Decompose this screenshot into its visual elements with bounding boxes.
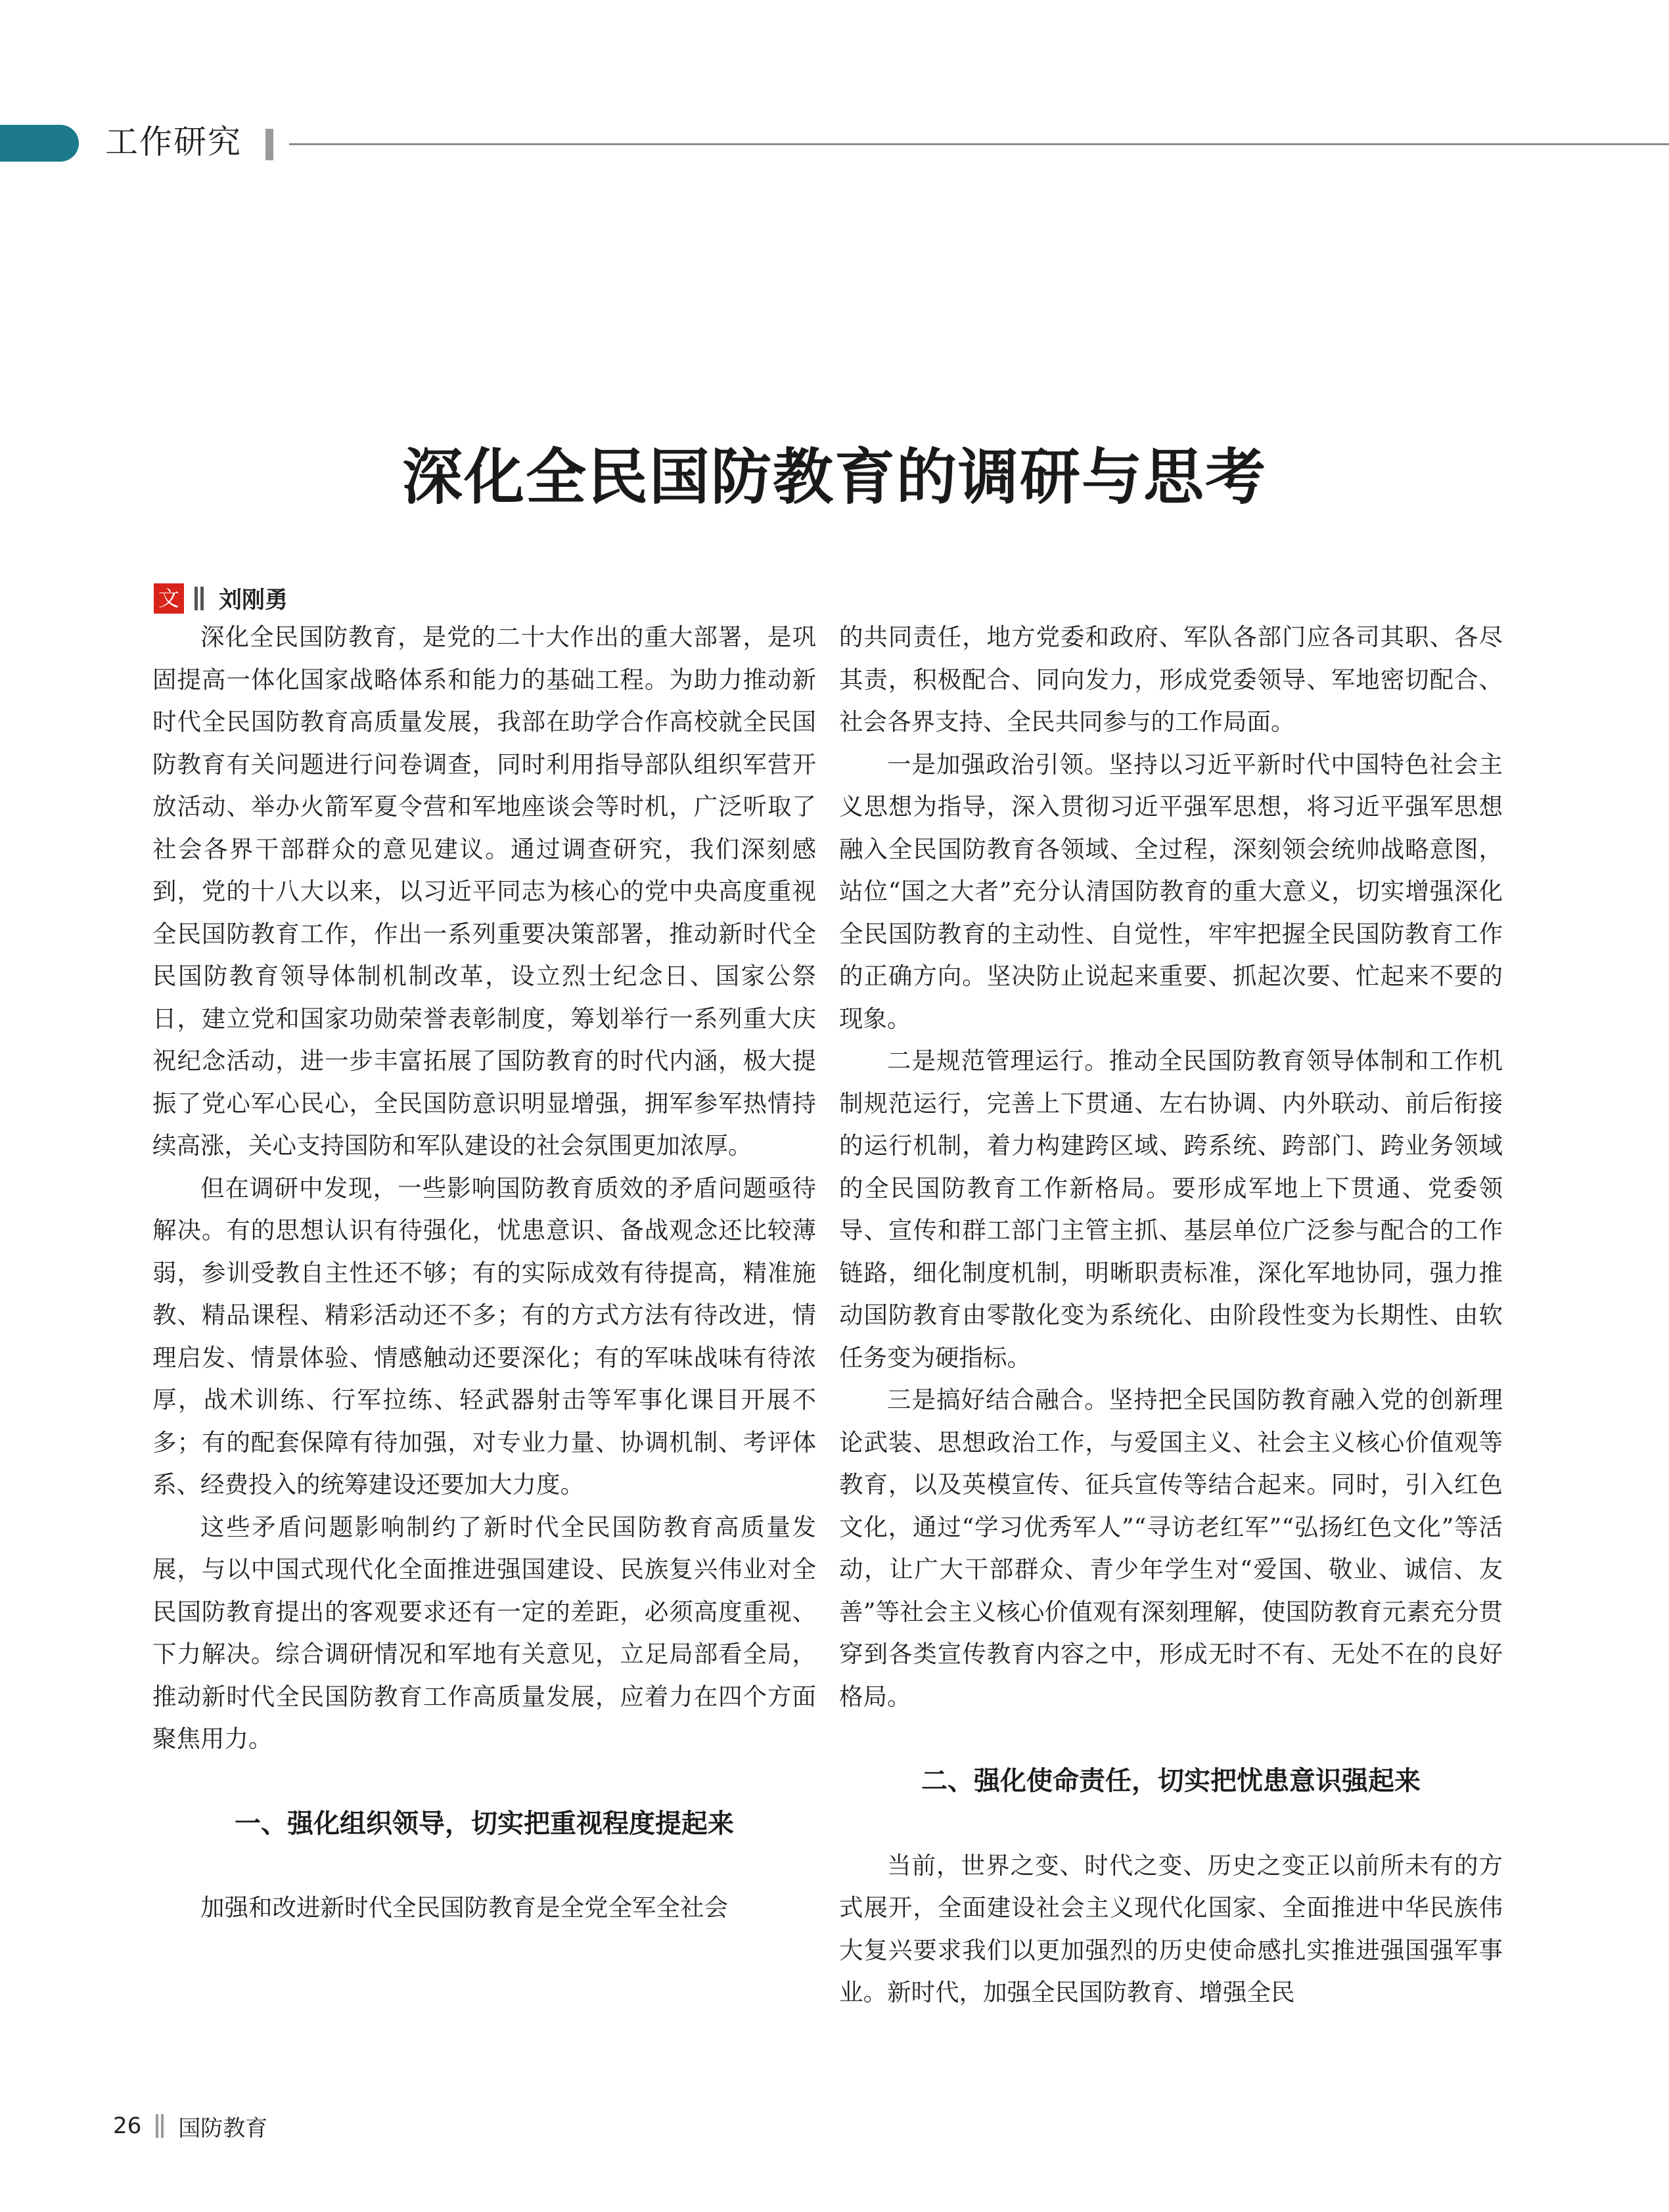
right-column [839, 616, 1503, 2014]
byline [154, 582, 288, 615]
byline-divider [194, 587, 198, 610]
section-label: 工作研究 [105, 123, 242, 161]
byline-mark: 文 [154, 583, 184, 614]
paragraph: 但在调研中发现，一些影响国防教育质效的矛盾问题亟待解决。有的思想认识有待强化，忧患意识、备战观念还比较薄弱，参训受教自主性还不够；有的实际成效有待提高，精准施教、精品课程、精彩活动还不多；有的方式方法有待改进，情理启发、情景体验、情感触动还要深化；有的军味战味有待浓厚，战术训练、行军拉练、轻武器射击等军事化课目开展不多；有的配套保障有待加强，对专业力量、协调机制、考评体系、经费投入的统筹建设还要加大力度。 [152, 1173, 816, 1499]
paragraph: 当前，世界之变、时代之变、历史之变正以前所未有的方式展开，全面建设社会主义现代化国家、全面推进中华民族伟大复兴要求我们以更加强烈的历史使命感扎实推进强国强军事业。新时代，加强全民国防教育、增强全民 [839, 1851, 1503, 2006]
paragraph: 这些矛盾问题影响制约了新时代全民国防教育高质量发展，与以中国式现代化全面推进强国建设、民族复兴伟业对全民国防教育提出的客观要求还有一定的差距，必须高度重视、下力解决。综合调研情况和军地有关意见，立足局部看全局，推动新时代全民国防教育工作高质量发展，应着力在四个方面聚焦用力。 [152, 1512, 816, 1753]
section-heading-2: 二、强化使命责任，切实把忧患意识强起来 [921, 1766, 1421, 1796]
header-rule [289, 143, 1669, 145]
section-heading-1: 一、强化组织领导，切实把重视程度提起来 [235, 1808, 734, 1839]
page-number: 26 [113, 2113, 142, 2139]
footer-divider [156, 2114, 158, 2138]
magazine-name: 国防教育 [178, 2115, 268, 2142]
page-footer [113, 2106, 267, 2146]
paragraph: 深化全民国防教育，是党的二十大作出的重大部署，是巩固提高一体化国家战略体系和能力的基础工程。为助力推动新时代全民国防教育高质量发展，我部在助学合作高校就全民国防教育有关问题进行问卷调查，同时利用指导部队组织军营开放活动、举办火箭军夏令营和军地座谈会等时机，广泛听取了社会各界干部群众的意见建议。通过调查研究，我们深刻感到，党的十八大以来，以习近平同志为核心的党中央高度重视全民国防教育工作，作出一系列重要决策部署，推动新时代全民国防教育领导体制机制改革，设立烈士纪念日、国家公祭日，建立党和国家功勋荣誉表彰制度，筹划举行一系列重大庆祝纪念活动，进一步丰富拓展了国防教育的时代内涵，极大提振了党心军心民心，全民国防意识明显增强，拥军参军热情持续高涨，关心支持国防和军队建设的社会氛围更加浓厚。 [152, 623, 816, 1160]
left-column [152, 616, 816, 1930]
paragraph-continued: 的共同责任，地方党委和政府、军队各部门应各司其职、各尽其责，积极配合、同向发力，形成党委领导、军地密切配合、社会各界支持、全民共同参与的工作局面。 [839, 623, 1503, 736]
paragraph: 一是加强政治引领。坚持以习近平新时代中国特色社会主义思想为指导，深入贯彻习近平强军思想，将习近平强军思想融入全民国防教育各领域、全过程，深刻领会统帅战略意图，站位“国之大者”充分认清国防教育的重大意义，切实增强深化全民国防教育的主动性、自觉性，牢牢把握全民国防教育工作的正确方向。坚决防止说起来重要、抓起次要、忙起来不要的现象。 [839, 750, 1503, 1033]
section-tab-marker [0, 125, 79, 162]
section-label-divider [265, 129, 273, 160]
article-title: 深化全民国防教育的调研与思考 [401, 441, 1267, 512]
paragraph: 二是规范管理运行。推动全民国防教育领导体制和工作机制规范运行，完善上下贯通、左右协调、内外联动、前后衔接的运行机制，着力构建跨区域、跨系统、跨部门、跨业务领域的全民国防教育工作新格局。要形成军地上下贯通、党委领导、宣传和群工部门主管主抓、基层单位广泛参与配合的工作链路，细化制度机制，明晰职责标准，深化军地协同，强力推动国防教育由零散化变为系统化、由阶段性变为长期性、由软任务变为硬指标。 [839, 1047, 1503, 1372]
paragraph: 加强和改进新时代全民国防教育是全党全军全社会 [200, 1893, 728, 1922]
paragraph: 三是搞好结合融合。坚持把全民国防教育融入党的创新理论武装、思想政治工作，与爱国主义、社会主义核心价值观等教育，以及英模宣传、征兵宣传等结合起来。同时，引入红色文化，通过“学习优秀军人”“寻访老红军”“弘扬红色文化”等活动，让广大干部群众、青少年学生对“爱国、敬业、诚信、友善”等社会主义核心价值观有深刻理解，使国防教育元素充分贯穿到各类宣传教育内容之中，形成无时不有、无处不在的良好格局。 [839, 1386, 1503, 1711]
author-name: 刘刚勇 [219, 587, 288, 614]
